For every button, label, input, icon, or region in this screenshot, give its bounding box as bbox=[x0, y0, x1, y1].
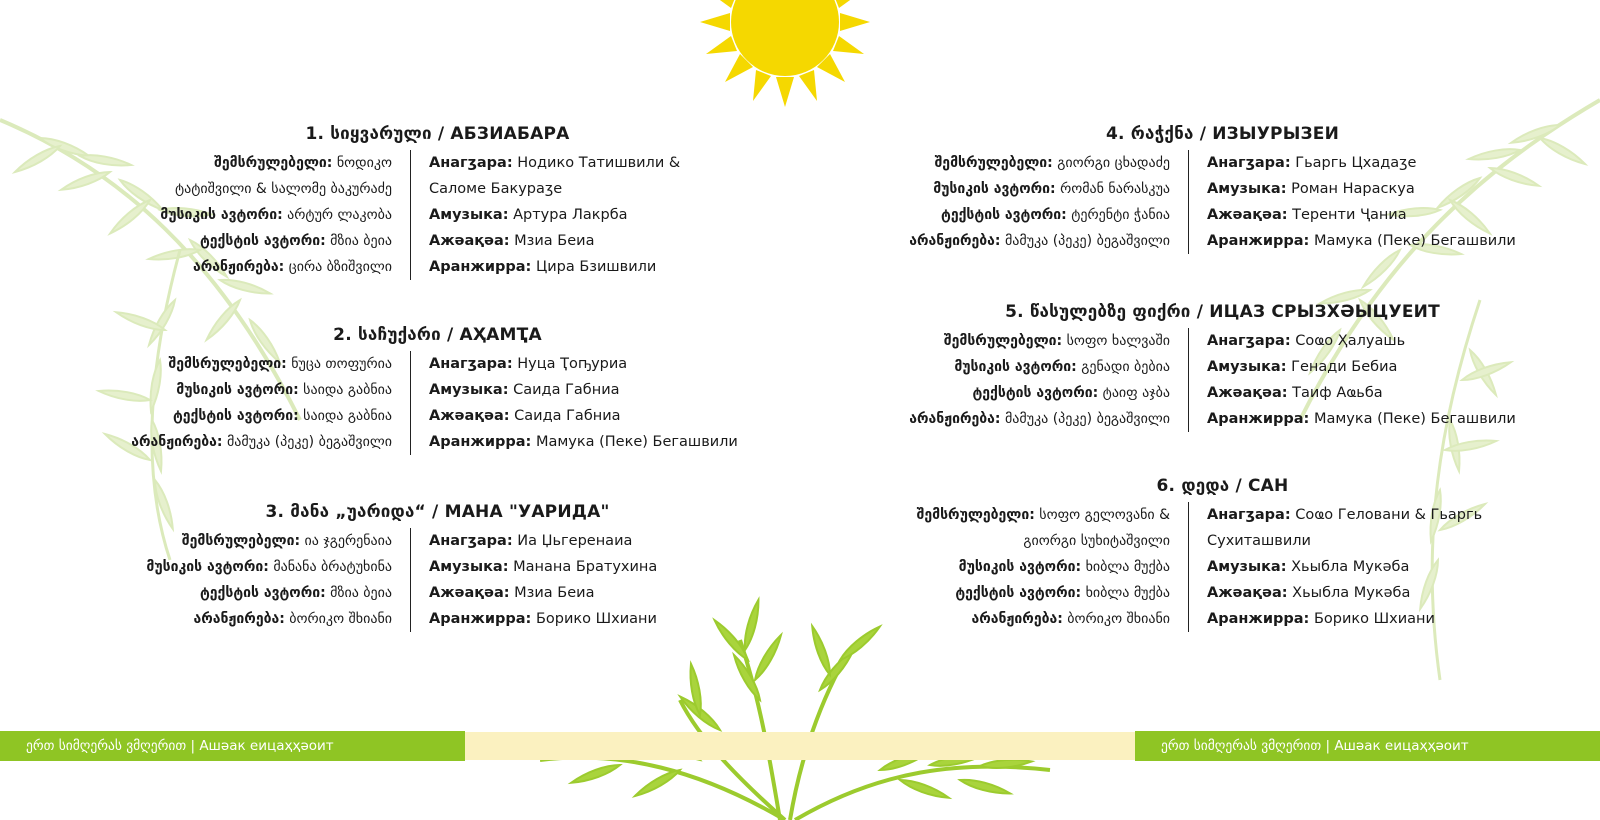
sun-icon bbox=[700, 0, 870, 107]
abkhaz-credits bbox=[410, 150, 680, 280]
song-credit-block bbox=[850, 302, 1550, 432]
song-credit-block bbox=[80, 325, 760, 455]
credit-line: Амузыка: Роман Нараскуа bbox=[1207, 181, 1415, 197]
credit-line: Аранжирра: Мамука (Пеке) Бегашвили bbox=[1207, 233, 1516, 249]
credit-line: ტექსტის ავტორი: ხიბლა მუქბა bbox=[955, 585, 1170, 601]
credit-line: Анагӡара: Соҩо Ҳалуашь bbox=[1207, 333, 1406, 349]
credit-line: Ажәақәа: Хьыбла Мукәба bbox=[1207, 585, 1411, 601]
credit-line: არანჟირება: მამუკა (პეკე) ბეგაშვილი bbox=[131, 434, 392, 450]
song-credit-block bbox=[850, 124, 1550, 254]
credit-line: Ажәақәа: Саида Габниа bbox=[429, 408, 621, 424]
credit-line: Аранжирра: Мамука (Пеке) Бегашвили bbox=[1207, 411, 1516, 427]
credit-line: მუსიკის ავტორი: მანანა ბრატუხინა bbox=[146, 559, 392, 575]
credit-line: Анагӡара: Нуца Ҭоҧуриа bbox=[429, 356, 628, 372]
footer-label-right bbox=[1135, 731, 1600, 761]
abkhaz-credits bbox=[1188, 328, 1516, 432]
credit-line: Амузыка: Артура Лакрба bbox=[429, 207, 628, 223]
song-title: 5. წასულებზე ფიქრი / ИЦАЗ СРЫЗХӘЫЦУЕИТ bbox=[1005, 302, 1440, 322]
credit-line: მუსიკის ავტორი: რომან ნარასკუა bbox=[933, 181, 1170, 197]
abkhaz-credits bbox=[410, 528, 657, 632]
georgian-credits bbox=[850, 150, 1188, 254]
credit-line: Аранжирра: Мамука (Пеке) Бегашвили bbox=[429, 434, 738, 450]
credit-line: Амузыка: Саида Габниа bbox=[429, 382, 620, 398]
song-title: 2. საჩუქარი / АҲАМҬА bbox=[333, 325, 542, 345]
song-title: 3. მანა „უარიდა“ / МАНА "УАРИДА" bbox=[265, 502, 610, 522]
credit-line: შემსრულებელი: სოფო გელოვანი & bbox=[916, 507, 1170, 523]
abkhaz-credits bbox=[1188, 150, 1516, 254]
credit-line: Ажәақәа: Мзиа Беиа bbox=[429, 585, 595, 601]
credit-line: ტექსტის ავტორი: მზია ბეია bbox=[199, 585, 392, 601]
credit-line: არანჟირება: ცირა ბზიშვილი bbox=[192, 259, 392, 275]
georgian-credits bbox=[850, 502, 1188, 632]
footer-label-left bbox=[0, 731, 465, 761]
footer-text: ერთ სიმღერას ვმღერით | Ашәак еицаҳҳәоит bbox=[26, 738, 334, 754]
song-title: 1. სიყვარული / АБЗИАБАРА bbox=[305, 124, 570, 144]
credit-line: შემსრულებელი: სოფო ხალვაში bbox=[943, 333, 1170, 349]
georgian-credits bbox=[850, 328, 1188, 432]
credit-line: ტექსტის ავტორი: ტაიფ აჯბა bbox=[972, 385, 1170, 401]
song-credit-block bbox=[80, 502, 760, 632]
credit-line: Анагӡара: Иа Џьгеренаиа bbox=[429, 533, 633, 549]
credit-line: Сухиташвили bbox=[1207, 533, 1311, 549]
credit-line: შემსრულებელი: გიორგი ცხადაძე bbox=[934, 155, 1170, 171]
credit-line: Ажәақәа: Таиф Аҩьба bbox=[1207, 385, 1383, 401]
credit-line: ტექსტის ავტორი: ტერენტი ჭანია bbox=[941, 207, 1170, 223]
credit-line: Аранжирра: Борико Шхиани bbox=[429, 611, 657, 627]
credit-line: მუსიკის ავტორი: გენადი ბებია bbox=[954, 359, 1170, 375]
credit-line: Анагӡара: Нодико Татишвили & bbox=[429, 155, 681, 171]
georgian-credits bbox=[80, 528, 410, 632]
credit-line: Анагӡара: Гьаргь Цхадаӡе bbox=[1207, 155, 1417, 171]
credit-line: Анагӡара: Соҩо Геловани & Гьаргь bbox=[1207, 507, 1483, 523]
credit-line: მუსიკის ავტორი: საიდა გაბნია bbox=[176, 382, 392, 398]
credit-line: ტატიშვილი & სალომე ბაკურაძე bbox=[174, 181, 392, 197]
credit-line: შემსრულებელი: ია ჯგერენაია bbox=[181, 533, 392, 549]
credit-line: ტექსტის ავტორი: საიდა გაბნია bbox=[172, 408, 392, 424]
credit-line: Аранжирра: Борико Шхиани bbox=[1207, 611, 1435, 627]
credit-line: შემსრულებელი: ნუცა თოფურია bbox=[168, 356, 392, 372]
credit-line: მუსიკის ავტორი: არტურ ლაკობა bbox=[160, 207, 392, 223]
credit-line: Ажәақәа: Мзиа Беиа bbox=[429, 233, 595, 249]
credit-line: შემსრულებელი: ნოდიკო bbox=[214, 155, 392, 171]
abkhaz-credits bbox=[1188, 502, 1482, 632]
footer-text: ერთ სიმღერას ვმღერით | Ашәак еицаҳҳәоит bbox=[1161, 738, 1469, 754]
credit-line: Ажәақәа: Теренти Ҷаниа bbox=[1207, 207, 1407, 223]
credit-line: არანჟირება: ბორიკო შხიანი bbox=[971, 611, 1170, 627]
credit-line: არანჟირება: მამუკა (პეკე) ბეგაშვილი bbox=[909, 411, 1170, 427]
abkhaz-credits bbox=[410, 351, 738, 455]
credit-line: ტექსტის ავტორი: მზია ბეია bbox=[199, 233, 392, 249]
credit-line: Аранжирра: Цира Бзишвили bbox=[429, 259, 657, 275]
credit-line: მუსიკის ავტორი: ხიბლა მუქბა bbox=[958, 559, 1170, 575]
song-credit-block bbox=[80, 124, 760, 280]
georgian-credits bbox=[80, 150, 410, 280]
credit-line: Саломе Бакураӡе bbox=[429, 181, 563, 197]
song-title: 6. დედა / САН bbox=[1156, 476, 1289, 496]
song-credit-block bbox=[850, 476, 1550, 632]
georgian-credits bbox=[80, 351, 410, 455]
credit-line: Амузыка: Генади Бебиа bbox=[1207, 359, 1398, 375]
song-title: 4. რაჭქნა / ИЗЫУРЫЗЕИ bbox=[1105, 124, 1340, 144]
credit-line: Амузыка: Манана Братухина bbox=[429, 559, 658, 575]
credit-line: არანჟირება: მამუკა (პეკე) ბეგაშვილი bbox=[909, 233, 1170, 249]
credit-line: არანჟირება: ბორიკო შხიანი bbox=[193, 611, 392, 627]
credit-line: გიორგი სუხიტაშვილი bbox=[1023, 533, 1170, 549]
credit-line: Амузыка: Хьыбла Мукәба bbox=[1207, 559, 1410, 575]
